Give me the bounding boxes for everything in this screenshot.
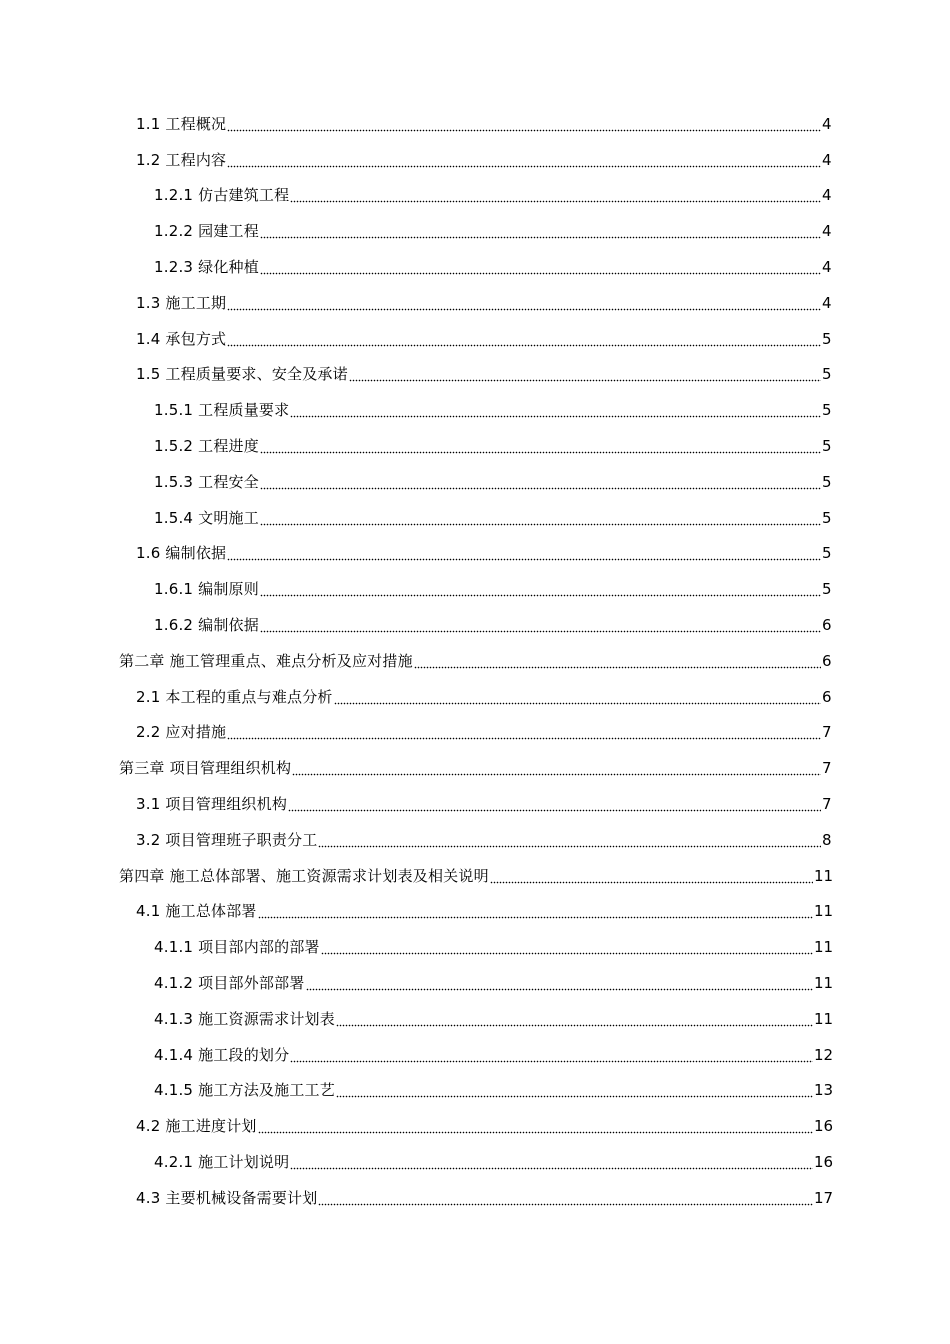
toc-entry-title: 1.5.2 工程进度 [154, 437, 259, 456]
table-of-contents [0, 106, 950, 1216]
toc-dot-leader [258, 907, 813, 919]
toc-dot-leader [336, 1015, 813, 1027]
toc-entry-title: 1.3 施工工期 [136, 293, 227, 312]
toc-dot-leader [306, 979, 813, 991]
toc-dot-leader [334, 693, 821, 705]
toc-entry[interactable] [0, 357, 950, 393]
toc-entry-page-number: 6 [822, 687, 832, 706]
toc-dot-leader [260, 442, 821, 454]
toc-dot-leader [318, 1194, 813, 1206]
toc-entry-page-number: 5 [822, 437, 832, 456]
toc-entry-page-number: 6 [822, 651, 832, 670]
toc-entry-page-number: 4 [822, 258, 832, 277]
toc-entry-title: 1.6.2 编制依据 [154, 616, 259, 635]
toc-dot-leader [288, 800, 821, 812]
toc-entry-title: 4.2.1 施工计划说明 [154, 1153, 290, 1171]
toc-entry-title: 2.2 应对措施 [136, 723, 227, 742]
toc-entry-page-number: 4 [822, 222, 832, 241]
toc-entry-title: 4.3 主要机械设备需要计划 [136, 1188, 318, 1207]
toc-entry[interactable] [0, 715, 950, 751]
toc-entry-title: 1.5.4 文明施工 [154, 508, 259, 527]
toc-dot-leader [321, 943, 813, 955]
toc-entry[interactable] [0, 1073, 950, 1109]
toc-entry[interactable] [0, 321, 950, 357]
toc-entry-page-number: 16 [814, 1153, 834, 1171]
toc-entry-page-number: 7 [822, 759, 832, 778]
toc-entry[interactable] [0, 500, 950, 536]
toc-entry[interactable] [0, 1001, 950, 1037]
toc-entry-page-number: 5 [822, 472, 832, 491]
toc-entry-title: 第三章 项目管理组织机构 [119, 759, 292, 778]
toc-dot-leader [290, 406, 821, 418]
toc-entry-page-number: 11 [814, 902, 834, 921]
toc-entry-page-number: 4 [822, 186, 832, 205]
toc-dot-leader [260, 621, 821, 633]
toc-entry[interactable] [0, 464, 950, 500]
toc-entry-title: 1.4 承包方式 [136, 329, 227, 348]
toc-entry-title: 1.2.2 园建工程 [154, 222, 259, 241]
toc-dot-leader [290, 1051, 813, 1063]
toc-entry-title: 3.1 项目管理组织机构 [136, 795, 288, 814]
toc-entry[interactable] [0, 285, 950, 321]
toc-entry-title: 4.1.3 施工资源需求计划表 [154, 1009, 335, 1028]
toc-entry-title: 4.1.2 项目部外部部署 [154, 974, 305, 993]
toc-dot-leader [290, 1158, 813, 1170]
toc-entry-page-number: 5 [822, 508, 832, 527]
toc-entry-page-number: 11 [814, 1009, 834, 1028]
toc-entry[interactable] [0, 571, 950, 607]
toc-entry-title: 第二章 施工管理重点、难点分析及应对措施 [119, 651, 413, 670]
toc-entry[interactable] [0, 1108, 950, 1144]
toc-entry-title: 1.6 编制依据 [136, 544, 227, 563]
toc-entry-title: 1.2.3 绿化种植 [154, 258, 259, 277]
toc-entry-page-number: 13 [814, 1081, 834, 1100]
toc-entry-title: 1.6.1 编制原则 [154, 580, 259, 599]
toc-entry[interactable] [0, 750, 950, 786]
toc-entry[interactable] [0, 213, 950, 249]
toc-entry[interactable] [0, 894, 950, 930]
toc-dot-leader [490, 872, 813, 884]
toc-entry-title: 1.1 工程概况 [136, 114, 227, 133]
toc-entry-page-number: 7 [822, 723, 832, 742]
toc-entry[interactable] [0, 786, 950, 822]
toc-entry-page-number: 12 [814, 1045, 834, 1064]
toc-dot-leader [290, 191, 821, 203]
toc-entry[interactable] [0, 249, 950, 285]
toc-entry-title: 2.1 本工程的重点与难点分析 [136, 687, 333, 706]
toc-entry[interactable] [0, 1037, 950, 1073]
toc-entry[interactable] [0, 965, 950, 1001]
toc-entry-page-number: 5 [822, 329, 832, 348]
toc-entry-title: 4.2 施工进度计划 [136, 1117, 257, 1136]
toc-dot-leader [260, 227, 821, 239]
toc-dot-leader [260, 585, 821, 597]
toc-entry[interactable] [0, 822, 950, 858]
toc-dot-leader [318, 836, 821, 848]
toc-entry-title: 4.1.4 施工段的划分 [154, 1045, 290, 1064]
toc-entry-page-number: 16 [814, 1117, 834, 1136]
toc-entry[interactable] [0, 1144, 950, 1180]
toc-entry-page-number: 4 [822, 150, 832, 169]
toc-entry[interactable] [0, 929, 950, 965]
toc-dot-leader [227, 120, 821, 132]
toc-entry-page-number: 6 [822, 616, 832, 635]
toc-entry-title: 1.5 工程质量要求、安全及承诺 [136, 365, 348, 384]
toc-entry[interactable] [0, 142, 950, 178]
toc-dot-leader [260, 514, 821, 526]
toc-dot-leader [258, 1122, 813, 1134]
toc-entry[interactable] [0, 858, 950, 894]
toc-dot-leader [414, 657, 821, 669]
toc-entry-page-number: 5 [822, 365, 832, 384]
toc-entry-page-number: 11 [814, 938, 834, 957]
toc-dot-leader [227, 299, 821, 311]
toc-entry-title: 1.2.1 仿古建筑工程 [154, 186, 290, 205]
toc-dot-leader [227, 549, 821, 561]
toc-dot-leader [227, 335, 821, 347]
toc-dot-leader [292, 764, 821, 776]
toc-dot-leader [349, 370, 821, 382]
toc-entry-title: 4.1 施工总体部署 [136, 902, 257, 921]
toc-entry-page-number: 5 [822, 544, 832, 563]
toc-entry-title: 1.5.3 工程安全 [154, 472, 259, 491]
toc-entry-page-number: 4 [822, 114, 832, 133]
toc-entry-page-number: 5 [822, 401, 832, 420]
toc-entry[interactable] [0, 643, 950, 679]
toc-entry-title: 1.2 工程内容 [136, 150, 227, 169]
toc-entry-page-number: 8 [822, 830, 832, 849]
toc-entry-page-number: 11 [814, 866, 834, 885]
toc-dot-leader [260, 263, 821, 275]
toc-entry-title: 4.1.1 项目部内部的部署 [154, 938, 320, 957]
toc-entry-page-number: 7 [822, 795, 832, 814]
toc-dot-leader [227, 156, 821, 168]
toc-entry-page-number: 11 [814, 974, 834, 993]
toc-entry-title: 4.1.5 施工方法及施工工艺 [154, 1081, 335, 1100]
toc-entry-title: 第四章 施工总体部署、施工资源需求计划表及相关说明 [119, 866, 489, 885]
toc-dot-leader [227, 728, 821, 740]
toc-entry[interactable] [0, 428, 950, 464]
toc-dot-leader [260, 478, 821, 490]
toc-entry-title: 1.5.1 工程质量要求 [154, 401, 290, 420]
toc-entry-page-number: 5 [822, 580, 832, 599]
toc-entry[interactable] [0, 178, 950, 214]
toc-entry-page-number: 17 [814, 1188, 834, 1207]
toc-entry[interactable] [0, 392, 950, 428]
toc-entry-title: 3.2 项目管理班子职责分工 [136, 830, 318, 849]
toc-dot-leader [336, 1086, 813, 1098]
toc-entry[interactable] [0, 1180, 950, 1216]
toc-entry-page-number: 4 [822, 293, 832, 312]
toc-entry[interactable] [0, 607, 950, 643]
toc-entry[interactable] [0, 679, 950, 715]
toc-entry[interactable] [0, 106, 950, 142]
toc-entry[interactable] [0, 536, 950, 572]
